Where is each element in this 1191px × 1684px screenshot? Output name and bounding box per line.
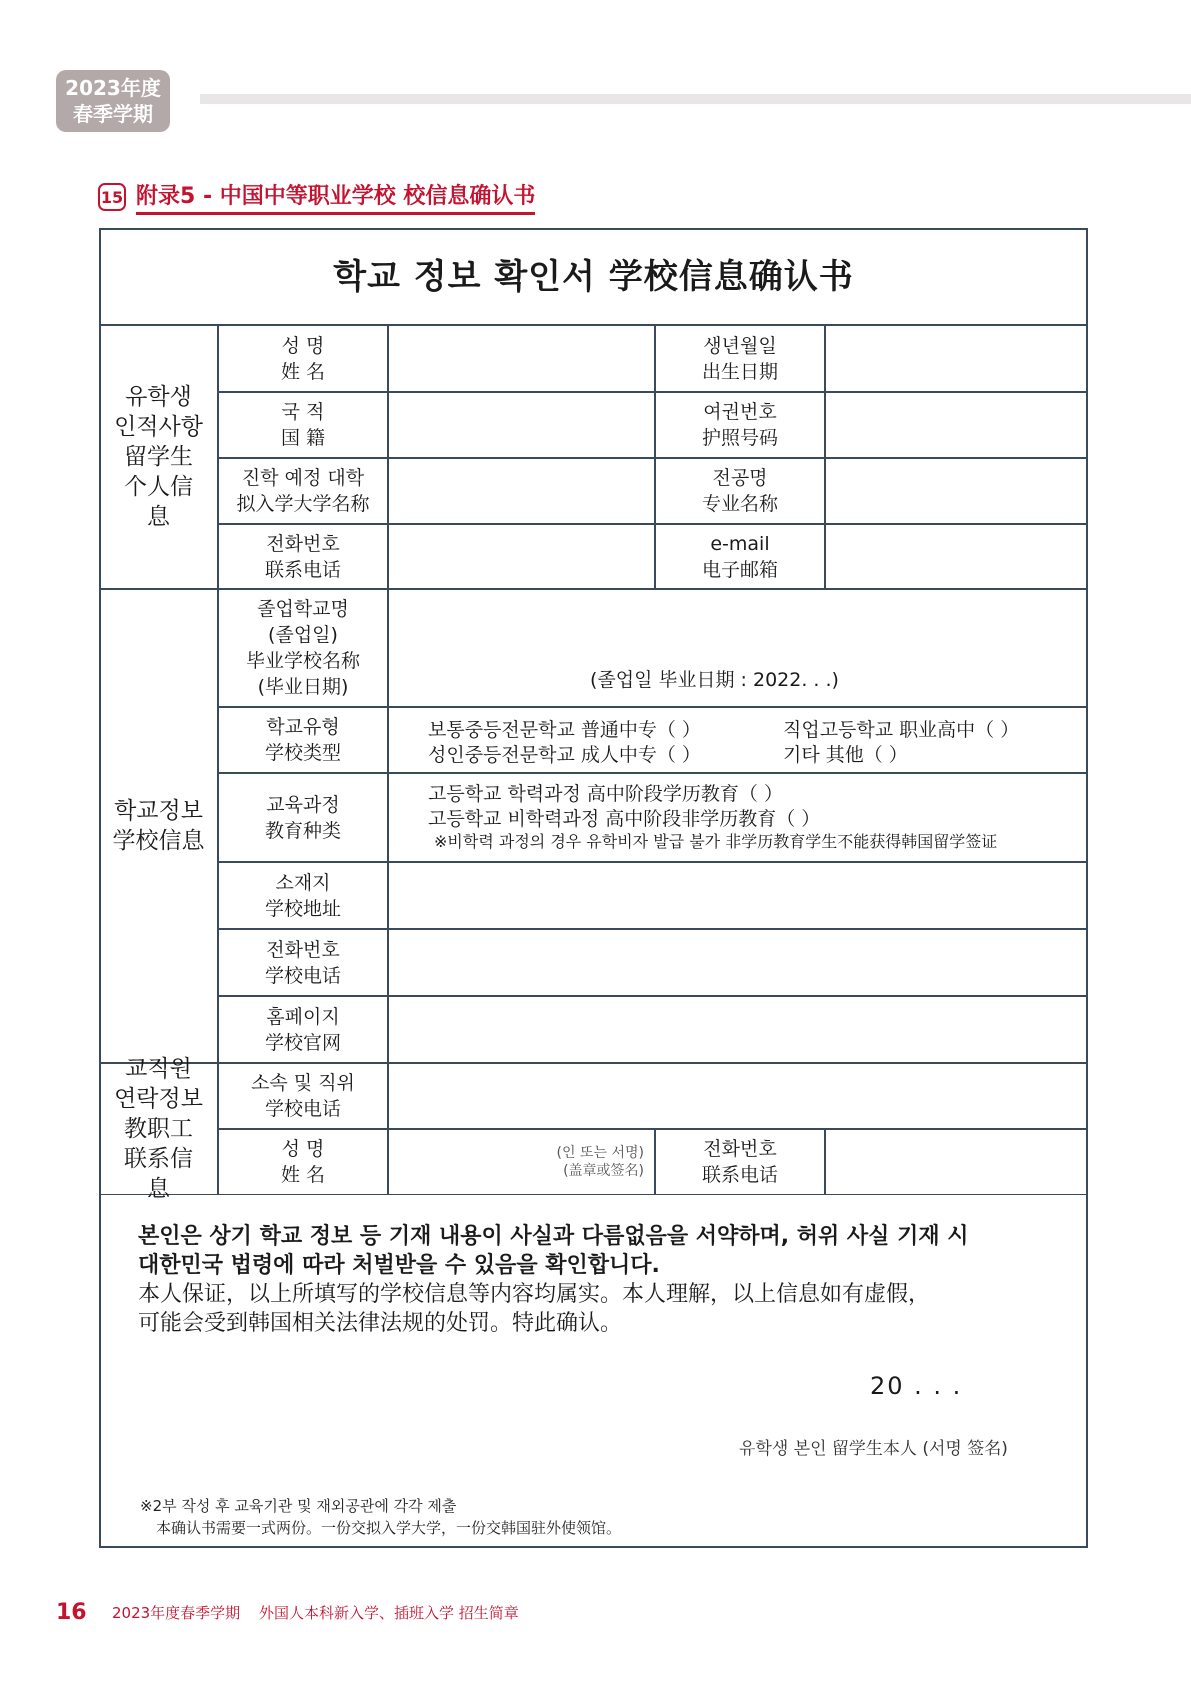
nationality-field[interactable] (388, 392, 655, 458)
university-label-cn: 拟入学大学名称 (236, 493, 370, 515)
option-non-academic[interactable]: 고등학교 비학력과정 高中阶段非学历教育（ ） (428, 808, 821, 830)
passport-field[interactable] (825, 392, 1088, 458)
graduation-date: (졸업일 毕业日期 : 2022. . .) (590, 669, 839, 691)
staff-position-label-cn: 学校电话 (264, 1098, 341, 1120)
nationality-label-ko: 국 적 (281, 401, 325, 423)
footnote (140, 1495, 621, 1539)
option-general[interactable]: 보통중등전문학교 普通中专（ ） (428, 719, 701, 741)
email-field[interactable] (825, 524, 1088, 589)
staff-phone-field[interactable] (825, 1129, 1088, 1195)
university-label-ko: 진학 예정 대학 (241, 467, 365, 489)
name-label (218, 325, 388, 392)
date-line[interactable]: 20 . . . (870, 1372, 963, 1400)
pledge-cn-line1: 本人保证，以上所填写的学校信息等内容均属实。本人理解，以上信息如有虚假， (138, 1282, 931, 1307)
staff-group-label (99, 1056, 218, 1202)
email-label-en: e-mail (710, 532, 770, 555)
school-group-label (99, 589, 218, 1063)
school-phone-label-ko: 전화번호 (266, 938, 340, 961)
pledge-text (138, 1222, 969, 1338)
homepage-label-ko: 홈페이지 (266, 1005, 340, 1028)
personal-group-cn: 留学生 个人信息 (124, 444, 193, 530)
staff-position-field[interactable] (388, 1063, 1088, 1129)
phone-label (218, 524, 388, 589)
nationality-label (218, 392, 388, 458)
school-phone-label (218, 929, 388, 996)
grad-date-label-ko: (졸업일) (268, 624, 338, 646)
staff-position-label-ko: 소속 및 직위 (251, 1072, 355, 1094)
staff-group-cn: 教职工 联系信息 (124, 1116, 193, 1202)
section-title: 附录5 - 中国中等职业学校 校信息确认书 (136, 179, 535, 215)
option-vocational[interactable]: 직업고등학교 职业高中（ ） (783, 719, 1020, 741)
school-phone-field[interactable] (388, 929, 1088, 996)
address-label (218, 862, 388, 929)
year-badge (56, 70, 170, 132)
homepage-label (218, 996, 388, 1063)
name-label-cn: 姓 名 (280, 360, 326, 383)
nationality-label-cn: 国 籍 (280, 427, 326, 449)
school-group-ko: 학교정보 (114, 798, 203, 824)
homepage-field[interactable] (388, 996, 1088, 1063)
footer-term: 2023年度春季学期 (112, 1604, 241, 1622)
curriculum-label-ko: 교육과정 (266, 793, 340, 816)
staff-name-label-ko: 성 명 (281, 1138, 325, 1160)
passport-label (655, 392, 825, 458)
grad-school-label (218, 589, 388, 707)
birth-field[interactable] (825, 325, 1088, 392)
option-academic[interactable]: 고등학교 학력과정 高中阶段学历教育（ ） (428, 783, 783, 805)
major-label (655, 458, 825, 524)
footer-text (112, 1602, 533, 1623)
curriculum-grid (428, 782, 1078, 852)
passport-label-cn: 护照号码 (701, 427, 778, 449)
university-label (218, 458, 388, 524)
major-label-ko: 전공명 (712, 467, 768, 489)
footnote-cn: 本确认书需要一式两份。一份交拟入学大学，一份交韩国驻外使领馆。 (156, 1519, 622, 1537)
curriculum-label-cn: 教育种类 (264, 819, 341, 842)
address-label-cn: 学校地址 (264, 897, 341, 920)
footnote-ko: ※2부 작성 후 교육기관 및 재외공관에 각각 제출 (140, 1497, 457, 1515)
pledge-ko-line1: 본인은 상기 학교 정보 등 기재 내용이 사실과 다름없음을 서약하며, 허위 사실 기재 시 (138, 1224, 969, 1249)
email-label (655, 524, 825, 589)
page-number: 16 (56, 1600, 87, 1625)
option-other[interactable]: 기타 其他（ ） (783, 744, 908, 766)
address-field[interactable] (388, 862, 1088, 929)
seal-mark-ko: (인 또는 서명) (556, 1145, 644, 1161)
name-label-ko: 성 명 (281, 334, 325, 357)
personal-group-label (99, 325, 218, 589)
address-label-ko: 소재지 (275, 871, 331, 894)
school-type-label-ko: 학교유형 (266, 716, 340, 738)
email-label-cn: 电子邮箱 (701, 558, 778, 581)
grad-school-label-cn: 毕业学校名称 (245, 650, 360, 672)
major-label-cn: 专业名称 (701, 493, 778, 515)
school-phone-label-cn: 学校电话 (264, 964, 341, 987)
birth-label-ko: 생년월일 (703, 334, 777, 357)
pledge-cn-line2: 可能会受到韩国相关法律法规的处罚。特此确认。 (138, 1311, 623, 1336)
passport-label-ko: 여권번호 (703, 401, 777, 423)
staff-name-field[interactable] (388, 1129, 655, 1195)
phone-label-ko: 전화번호 (266, 532, 340, 555)
grad-school-label-ko: 졸업학교명 (257, 598, 349, 620)
birth-label (655, 325, 825, 392)
curriculum-note: ※비학력 과정의 경우 유학비자 발급 불가 非学历教育学生不能获得韩国留学签证 (434, 832, 998, 851)
option-adult[interactable]: 성인중등전문학교 成人中专（ ） (428, 744, 701, 766)
staff-phone-label (655, 1129, 825, 1195)
phone-field[interactable] (388, 524, 655, 589)
homepage-label-cn: 学校官网 (264, 1031, 341, 1054)
phone-label-cn: 联系电话 (264, 558, 341, 581)
major-field[interactable] (825, 458, 1088, 524)
seal-mark-cn: (盖章或签名) (563, 1163, 644, 1179)
school-type-grid (428, 718, 1068, 768)
signature-line[interactable]: 유학생 본인 留学生本人 (서명 签名) (739, 1439, 1008, 1459)
name-field[interactable] (388, 325, 655, 392)
section-number: 15 (98, 183, 126, 211)
year-badge-line2: 春季学期 (73, 102, 153, 126)
school-type-label-cn: 学校类型 (264, 742, 341, 764)
birth-label-cn: 出生日期 (701, 360, 778, 383)
grad-date-label-cn: (毕业日期) (257, 676, 349, 698)
staff-name-label (218, 1129, 388, 1195)
personal-group-ko: 유학생 인적사항 (114, 384, 203, 440)
section-heading (98, 180, 535, 214)
staff-phone-label-ko: 전화번호 (703, 1138, 777, 1160)
staff-phone-label-cn: 联系电话 (701, 1164, 778, 1186)
staff-position-label (218, 1063, 388, 1129)
header-bar (200, 94, 1191, 104)
staff-name-label-cn: 姓 名 (280, 1164, 326, 1186)
school-type-label (218, 707, 388, 773)
year-badge-line1: 2023年度 (65, 76, 161, 100)
school-group-cn: 学校信息 (112, 828, 205, 854)
form-title: 학교 정보 확인서 学校信息确认书 (99, 228, 1088, 325)
pledge-ko-line2: 대한민국 법령에 따라 처벌받을 수 있음을 확인합니다. (138, 1253, 660, 1278)
curriculum-label (218, 773, 388, 862)
university-field[interactable] (388, 458, 655, 524)
footer-title: 外国人本科新入学、插班入学 招生简章 (258, 1604, 519, 1622)
school-info-form (99, 228, 1088, 1548)
staff-group-ko: 교직원 연락정보 (114, 1056, 203, 1112)
